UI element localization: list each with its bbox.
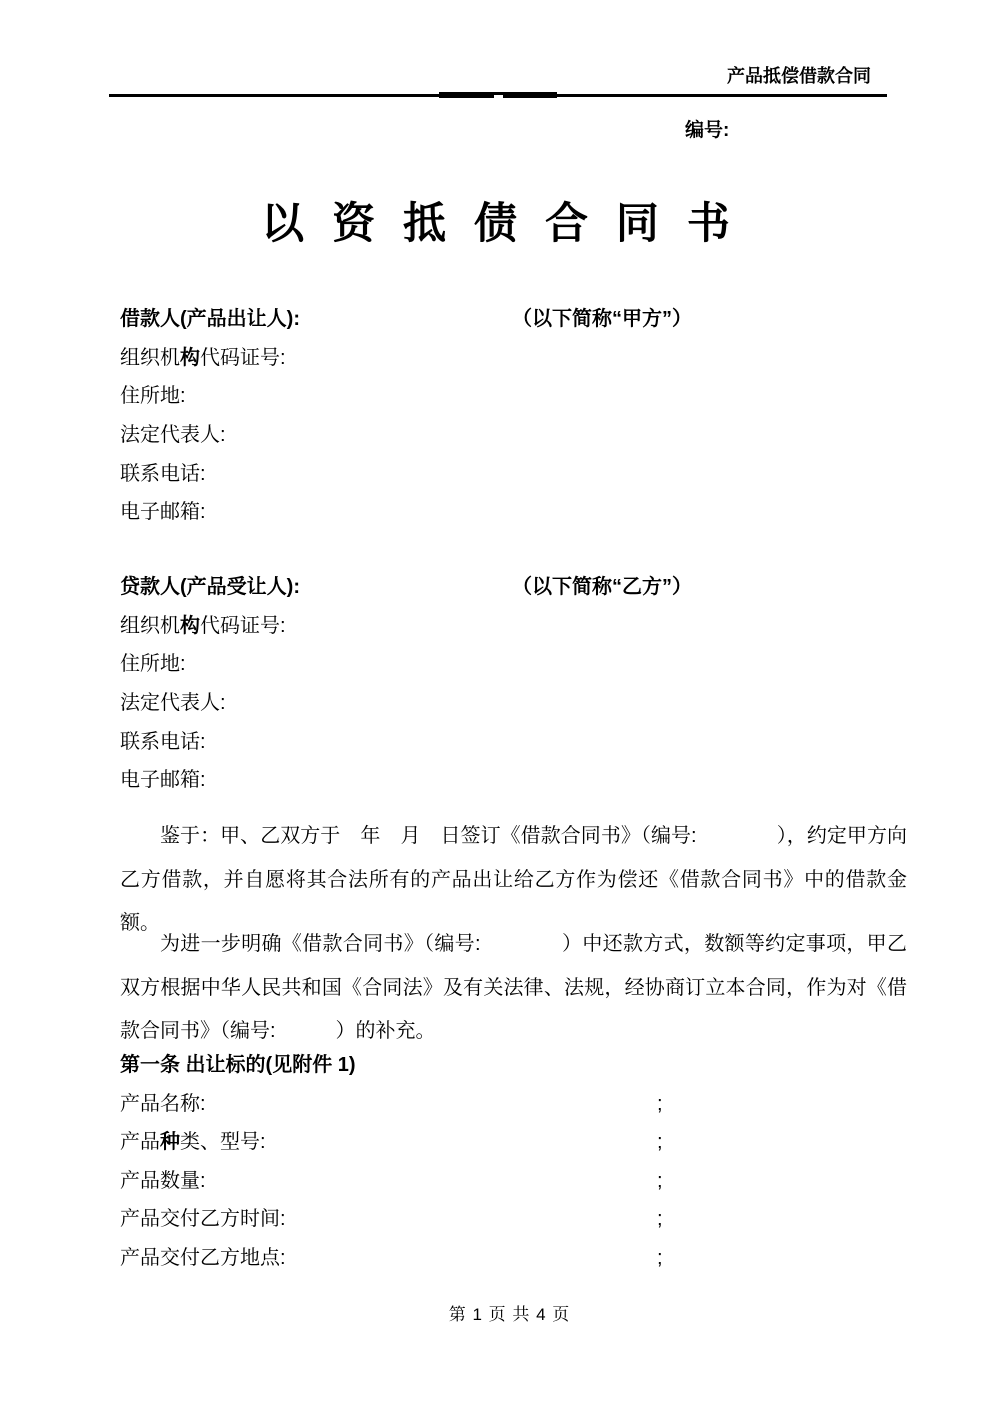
clause-1-item-product-quantity xyxy=(120,1162,920,1201)
party-b-alias: （以下简称“乙方”） xyxy=(512,576,692,598)
item-label-bold: 种 xyxy=(160,1131,180,1154)
clause-1-section xyxy=(120,1046,920,1278)
party-b-name-label: 贷款人(产品受让人): xyxy=(120,576,300,598)
clause-1-item-delivery-time xyxy=(120,1200,920,1239)
clause-1-item-delivery-place xyxy=(120,1239,920,1278)
party-b-email-label: 电子邮箱: xyxy=(120,769,206,792)
org-code-post: 代码证号: xyxy=(200,614,286,637)
org-code-bold-char: 构 xyxy=(180,614,200,637)
item-label-pre: 产品 xyxy=(120,1131,160,1154)
party-a-heading-row xyxy=(120,300,920,339)
doc-number-label: 编号: xyxy=(685,120,730,141)
document-title: 以 资 抵 债 合 同 书 xyxy=(261,200,732,248)
clause-1-heading: 第一条 出让标的(见附件 1) xyxy=(120,1054,356,1076)
item-label-pre: 产品交付乙方时间: xyxy=(120,1208,286,1231)
party-a-org-code-label xyxy=(120,339,920,378)
page-number: 第 1 页 共 4 页 xyxy=(448,1305,571,1324)
item-semicolon: ; xyxy=(657,1208,663,1231)
item-label-post: 类、型号: xyxy=(180,1131,266,1154)
clause-1-item-product-name xyxy=(120,1085,920,1124)
party-b-org-code-label xyxy=(120,607,920,646)
party-a-section xyxy=(120,300,920,532)
item-label-pre: 产品交付乙方地点: xyxy=(120,1246,286,1269)
party-a-name-label: 借款人(产品出让人): xyxy=(120,308,300,330)
item-label-pre: 产品名称: xyxy=(120,1092,206,1115)
party-b-heading-row xyxy=(120,568,920,607)
party-a-phone-label: 联系电话: xyxy=(120,462,206,485)
party-b-section xyxy=(120,568,920,800)
party-b-legal-rep-label: 法定代表人: xyxy=(120,692,226,715)
party-a-alias: （以下简称“甲方”） xyxy=(512,308,692,330)
party-b-phone-label: 联系电话: xyxy=(120,730,206,753)
party-a-address-label: 住所地: xyxy=(120,385,186,408)
org-code-bold-char: 构 xyxy=(180,346,200,369)
item-semicolon: ; xyxy=(657,1246,663,1269)
recital-paragraph-1: 鉴于：甲、乙双方于 年 月 日签订《借款合同书》（编号: ），约定甲方向乙方借款，并自愿将其合法所有的产品出让给乙方作为偿还《借款合同书》中的借款金额。 xyxy=(120,825,907,934)
item-label-pre: 产品数量: xyxy=(120,1169,206,1192)
org-code-post: 代码证号: xyxy=(200,346,286,369)
org-code-pre: 组织机 xyxy=(120,614,180,637)
clause-1-item-product-type xyxy=(120,1123,920,1162)
recital-paragraph-2: 为进一步明确《借款合同书》（编号: ）中还款方式，数额等约定事项，甲乙双方根据中华人民共和国《合同法》及有关法律、法规，经协商订立本合同，作为对《借款合同书》（编号: ）的补充。 xyxy=(120,933,907,1042)
item-semicolon: ; xyxy=(657,1131,663,1154)
item-semicolon: ; xyxy=(657,1169,663,1192)
item-semicolon: ; xyxy=(657,1092,663,1115)
party-b-address-label: 住所地: xyxy=(120,653,186,676)
party-a-email-label: 电子邮箱: xyxy=(120,501,206,524)
header-rule-gap xyxy=(494,95,503,98)
org-code-pre: 组织机 xyxy=(120,346,180,369)
party-a-legal-rep-label: 法定代表人: xyxy=(120,424,226,447)
header-doc-type: 产品抵偿借款合同 xyxy=(727,66,871,86)
